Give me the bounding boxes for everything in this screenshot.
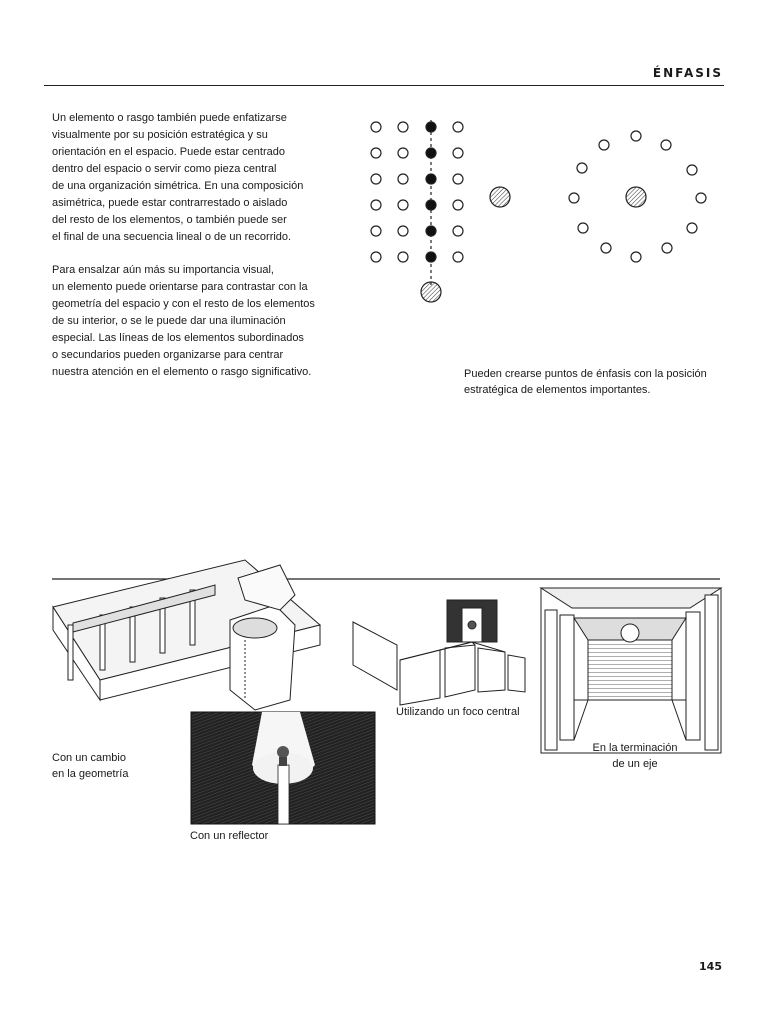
central-focus-drawing — [353, 600, 525, 705]
caption-central-focus: Utilizando un foco central — [396, 706, 520, 718]
dot-grid-diagram — [371, 120, 510, 302]
caption-axis-end: En la terminación de un eje — [592, 742, 678, 770]
axis-end-drawing — [541, 588, 721, 753]
section-title: ÉNFASIS — [652, 66, 723, 80]
body-paragraph-2: Para ensalzar aún más su importancia visual, un elemento puede orientarse para contrastar con la geometría del espacio y con el resto de los elementos de su interior, o se le puede dar una iluminación especial. Las líneas de los elementos subordinados o secundarios pueden organizarse para centrar nuestra atención en el elemento o rasgo significativo. — [52, 264, 315, 378]
caption-dots: Pueden crearse puntos de énfasis con la posición estratégica de elementos importantes. — [464, 368, 707, 396]
caption-spotlight: Con un reflector — [190, 830, 269, 842]
spotlight-drawing — [191, 712, 375, 824]
radial-dot-diagram — [569, 131, 706, 262]
page-number: 145 — [699, 960, 722, 973]
body-paragraph-1: Un elemento o rasgo también puede enfatizarse visualmente por su posición estratégica y su orientación en el espacio. Puede estar centrado dentro del espacio o servir como pieza central de una organización simétrica. En una composición asimétrica, puede estar contrarrestado o aislado del resto de los elementos, o también puede ser el final de una secuencia lineal o de un recorrido. — [52, 112, 304, 243]
geometry-change-drawing — [53, 560, 320, 710]
caption-geometry: Con un cambio en la geometría — [52, 752, 129, 780]
